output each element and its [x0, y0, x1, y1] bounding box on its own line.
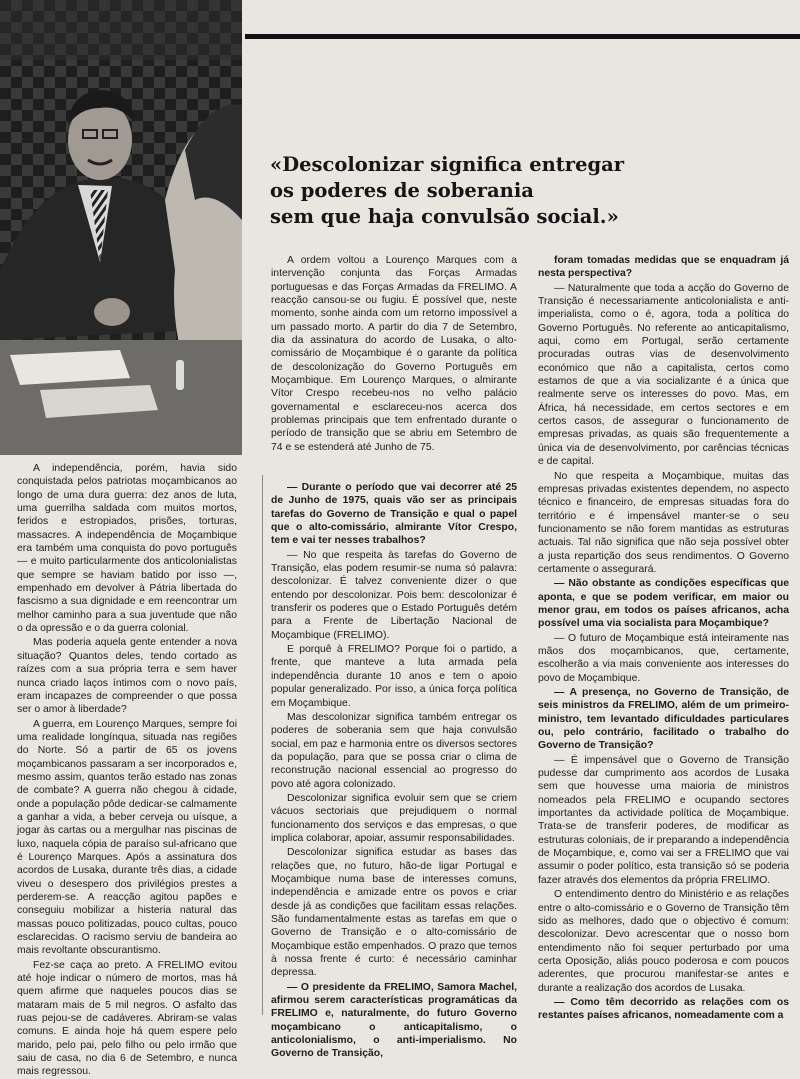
- headline-line-2: os poderes de soberania: [270, 179, 534, 202]
- body-paragraph: Descolonizar significa evoluir sem que se criem vácuos sectoriais que prejudiquem o normal funcionamento dos serviços e das empresas, o que implica colaborar, apoiar, assumir responsabilidades.: [271, 792, 517, 844]
- headline-quote: [270, 152, 790, 230]
- interview-photo: [0, 0, 242, 455]
- interview-question: — Durante o período que vai decorrer até 25 de Junho de 1975, quais vão ser as principais tarefas do Governo de Transição e qual o papel que o alto-comissário, almirante Vítor Crespo, tem e vai ter nesses trabalhos?: [271, 482, 517, 547]
- body-paragraph: No que respeita a Moçambique, muitas das empresas privadas existentes dependem, no aspecto técnico e financeiro, de empresas situadas fora do território e é impensável manter-se o seu funcionamento se não forem mantidas as estruturas actuais. Tal não significa que não seja possível obter a justa repartição dos seus rendimentos. O Governo certamente o assegurará.: [538, 470, 789, 575]
- body-paragraph: A independência, porém, havia sido conquistada pelos patriotas moçambicanos ao longo de uma dura guerra: dez anos de luta, uma guerrilha saldada com muitos mortos, feridos e estropiados, prisões, torturas, massacres. A independência de Moçambique era também uma conquista do povo português — e muito particularmente dos anticolonialistas que sempre se haviam batido por isso —, empenhado em devolver à Pátria libertada do fascismo a sua dignidade e em reencontrar um melhor caminho para a sua juventude que não o da opressão e o da guerra colonial.: [17, 463, 237, 635]
- photo-illustration: [0, 0, 242, 455]
- body-paragraph: — No que respeita às tarefas do Governo de Transição, elas podem resumir-se numa só palavra: descolonizar. É talvez conveniente dizer o que entendo por descolonizar. Pois bem: descolonizar é transferir os poderes que o Estado Português detém para a Frente de Libertação Nacional de Moçambique (FRELIMO).: [271, 549, 517, 641]
- body-paragraph: Mas descolonizar significa também entregar os poderes de soberania sem que haja convulsão social, em paz e harmonia entre os diversos sectores da população, para que se possa criar o clima de reconstrução nacional essencial ao progresso do povo até agora colonizado.: [271, 711, 517, 790]
- headline-line-3: sem que haja convulsão social.»: [270, 205, 619, 228]
- interview-question: foram tomadas medidas que se enquadram já nesta perspectiva?: [538, 255, 789, 280]
- body-paragraph: A guerra, em Lourenço Marques, sempre foi uma realidade longínqua, situada nas regiões do Norte. Só a partir de 65 os jovens moçambicanos passaram a ser incorporados e, mesmo assim, quantos terão estado nas zonas de combate? A guerra não chegou à cidade, onde a população pôde dedicar-se calmamente a ganhar a vida, a beber cerveja ou uísque, a jogar às cartas ou a mergulhar nas piscinas de luxo, naquela cópia de paraíso sul-africano que é Lourenço Marques. Após a assinatura dos acordos de Lusaka, durante três dias, a cidade viveu o desespero dos privilégios prestes a perderem-se. A reacção agitou papões e conseguiu mobilizar a histeria natural das massas pouco politizadas, pouco cultas, pouco esclarecidas. O racismo serviu de bandeira ao mais revoltante obscurantismo.: [17, 718, 237, 957]
- interview-question: — Não obstante as condições específicas que aponta, e que se podem verificar, em maior ou menor grau, em todos os países africanos, acha possível uma via socialista para Moçambique?: [538, 578, 789, 630]
- article-column-2-intro: [271, 254, 517, 476]
- body-paragraph: — Naturalmente que toda a acção do Governo de Transição é necessariamente anticolonialista e anti-imperialista, como o é, agora, toda a política do Governo Português. No referente ao anticapitalismo, aqui, como em Portugal, serão certamente procuradas outras vias de desenvolvimento económico que não a capitalista, certos como estamos de que a via socializante é a única que realmente serve os interesses do povo. Mas, em África, há necessidade, em certos sectores e em certos casos, de assegurar o funcionamento de empresas privadas, as quais são frequentemente a única via de desenvolvimento, por carências técnicas e de capital.: [538, 282, 789, 468]
- column-divider: [262, 475, 263, 1015]
- body-paragraph: — É impensável que o Governo de Transição pudesse dar cumprimento aos acordos de Lusaka sem que houvesse uma maioria de ministros nomeados pela FRELIMO e ocupando sectores importantes da actividade política de Moçambique. Trata-se de transferir poderes, de modificar as estruturas coloniais, de ir preparando a independência de Moçambique, e, como vai ser a FRELIMO que vai assumir o poder político, esta transição só se poderia fazer através dos elementos da própria FRELIMO.: [538, 754, 789, 886]
- top-rule-divider: [245, 34, 800, 39]
- body-paragraph: — O futuro de Moçambique está inteiramente nas mãos dos moçambicanos, que, certamente, escolherão a via mais conveniente aos interesses do povo de Moçambique.: [538, 632, 789, 684]
- interview-question: — A presença, no Governo de Transição, de seis ministros da FRELIMO, além de um primeiro-ministro, tem levantado dificuldades particulares ou, pelo contrário, facilitado o trabalho do Governo de Transição?: [538, 687, 789, 752]
- interview-question: — Como têm decorrido as relações com os restantes países africanos, nomeadamente com a: [538, 996, 789, 1022]
- interview-question: — O presidente da FRELIMO, Samora Machel, afirmou serem características programáticas da FRELIMO e, naturalmente, do futuro Governo moçambicano o anticapitalismo, o anticolonialismo, o anti-imperialismo. No Governo de Transição,: [271, 981, 517, 1060]
- body-paragraph: O entendimento dentro do Ministério e as relações entre o alto-comissário e o Governo de Transição têm sido as melhores, dado que o objectivo é comum: descolonizar. Devo acrescentar que o nosso bom entendimento não foi sequer perturbado por uma certa Oposição, aliás pouco poderosa e com poucos aderentes, que procurou manifestar-se antes e durante a realização dos acordos de Lusaka.: [538, 889, 789, 994]
- article-column-4: [538, 254, 789, 1022]
- body-paragraph: Descolonizar significa estudar as bases das relações que, no futuro, hão-de ligar Portugal e Moçambique numa base de interesses comuns, independência e amizade entre os povos e criar desde já as condições que facilitam essas relações. São fundamentalmente estas as tarefas em que o Governo de Transição e o alto-comissário de Moçambique estão empenhados. O prazo que temos à nossa frente é curto: é necessário caminhar depressa.: [271, 847, 517, 979]
- body-paragraph: A ordem voltou a Lourenço Marques com a intervenção conjunta das Forças Armadas portuguesas e das Forças Armadas da FRELIMO. A reacção cansou-se ou fugiu. É possível que, neste momento, sonhe ainda com um retorno impossível a um passado morto. A partir do dia 7 de Setembro, dia da assinatura do acordo de Lusaka, o alto-comissário de Moçambique é o garante da política de descolonização do Governo Português em Moçambique. Em Lourenço Marques, o almirante Vítor Crespo recebeu-nos no velho palácio governamental e esclareceu-nos acerca dos problemas principais que tem enfrentado durante o período de transição que se abriu em Setembro de 74 e se estenderá até Junho de 75.: [271, 255, 517, 453]
- body-paragraph: Mas poderia aquela gente entender a nova situação? Quantos deles, tendo cortado as raízes com a sua própria terra e sem haver nunca criado laços íntimos com o novo país, eram incapazes de compreender o que possa ser o amor à liberdade?: [17, 637, 237, 716]
- article-column-3: [271, 481, 517, 1060]
- body-paragraph: Fez-se caça ao preto. A FRELIMO evitou até hoje indicar o número de mortos, mas há quem afirme que naqueles poucos dias se mataram mais de 5 mil negros. O asfalto das ruas pejou-se de cadáveres. Abriram-se valas comuns. E ainda hoje há quem espere pelo marido, pelo pai, pelo filho ou pelo irmão que saiu de casa, no dia 6 de Setembro, e nunca mais regressou.: [17, 959, 237, 1078]
- headline-line-1: «Descolonizar significa entregar: [270, 153, 625, 176]
- article-column-1: [17, 462, 237, 1078]
- body-paragraph: E porquê à FRELIMO? Porque foi o partido, a frente, que manteve a luta armada pela independência durante 10 anos e tem o apoio popular generalizado. Por isso, a única força política em Moçambique.: [271, 644, 517, 709]
